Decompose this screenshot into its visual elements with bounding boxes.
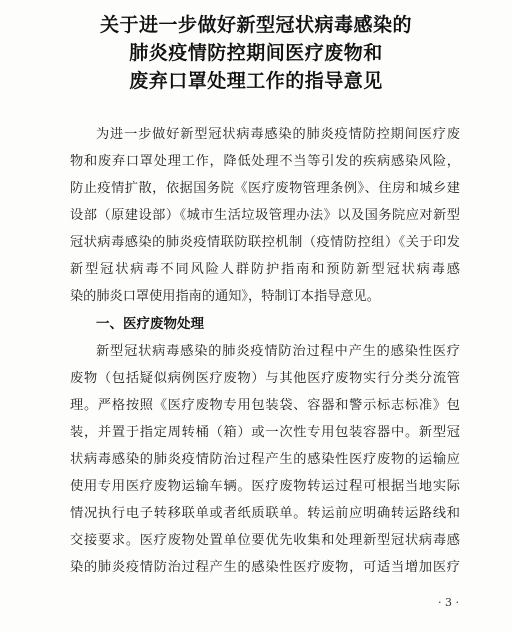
- section-paragraph-line: 废物（包括疑似病例医疗废物）与其他医疗废物实行分类分流管: [70, 371, 460, 386]
- intro-paragraph-line: 物和废弃口罩处理工作，降低处理不当等引发的疾病感染风险，: [70, 154, 460, 169]
- page-number: · 3 ·: [438, 596, 459, 609]
- intro-paragraph-line: 设部（原建设部）《城市生活垃圾管理办法》以及国务院应对新型: [70, 208, 460, 223]
- intro-paragraph-line: 为进一步做好新型冠状病毒感染的肺炎疫情防控期间医疗废: [96, 127, 460, 142]
- section-paragraph-line: 状病毒感染的肺炎疫情防治过程产生的感染性医疗废物的运输应: [70, 452, 460, 467]
- section-paragraph-line: 理。严格按照《医疗废物专用包装袋、容器和警示标志标准》包: [70, 398, 460, 413]
- intro-paragraph-line: 冠状病毒感染的肺炎疫情联防联控机制（疫情防控组）《关于印发: [70, 235, 460, 250]
- document-title-line-1: 关于进一步做好新型冠状病毒感染的: [99, 14, 412, 36]
- section-heading: 一、医疗废物处理: [96, 316, 204, 332]
- section-paragraph-line: 新型冠状病毒感染的肺炎疫情防治过程中产生的感染性医疗: [96, 344, 460, 359]
- intro-paragraph-line: 染的肺炎口罩使用指南的通知》，特制订本指导意见。: [70, 289, 380, 304]
- section-paragraph-line: 使用专用医疗废物运输车辆。医疗废物转运过程可根据当地实际: [70, 479, 460, 494]
- section-paragraph-line: 交接要求。医疗废物处置单位要优先收集和处理新型冠状病毒感: [70, 533, 460, 548]
- intro-paragraph-line: 新型冠状病毒不同风险人群防护指南和预防新型冠状病毒感: [70, 262, 460, 277]
- section-paragraph-line: 装，并置于指定周转桶（箱）或一次性专用包装容器中。新型冠: [70, 425, 460, 440]
- document-title-line-3: 废弃口罩处理工作的指导意见: [129, 70, 383, 92]
- intro-paragraph-line: 防止疫情扩散，依据国务院《医疗废物管理条例》、住房和城乡建: [70, 181, 460, 196]
- document-title-line-2: 肺炎疫情防控期间医疗废物和: [129, 42, 383, 64]
- section-paragraph-line: 情况执行电子转移联单或者纸质联单。转运前应明确转运路线和: [70, 506, 460, 521]
- section-paragraph-line: 染的肺炎疫情防治过程产生的感染性医疗废物，可适当增加医疗: [70, 560, 460, 575]
